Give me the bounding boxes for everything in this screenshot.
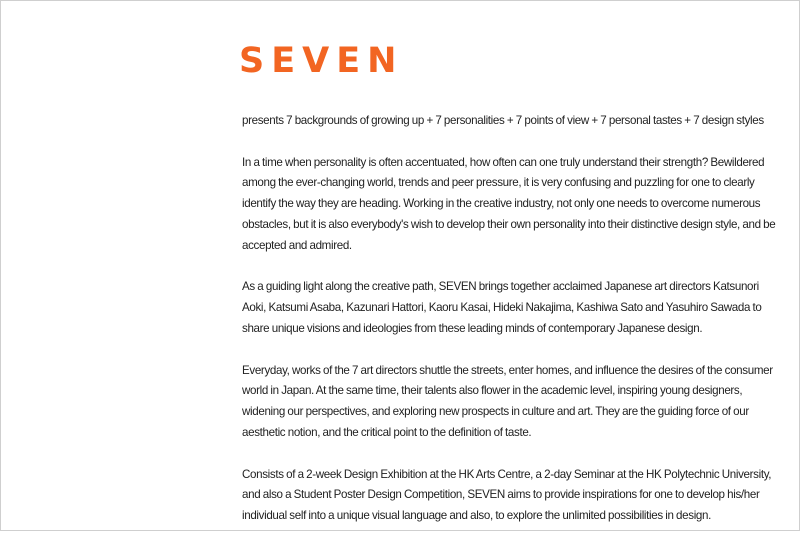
paragraph-art-directors: As a guiding light along the creative path, SEVEN brings together acclaimed Japanese art directors Katsunori Aoki, Katsumi Asaba, Kazunari Hattori, Kaoru Kasai, Hideki Nakajima, Kashiwa Sato and Yasuhiro Sawada to share unique visions and ideologies from these leading minds of contemporary Japanese design. xyxy=(242,280,762,335)
paragraph-personality: In a time when personality is often accentuated, how often can one truly understand their strength? Bewildered among the ever-changing world, trends and peer pressure, it is very confusing and puzzling for one to clearly identify the way they are heading. Working in the creative industry, not only one needs to overcome numerous obstacles, but it is also everybody's wish to develop their own personality into their distinctive design style, and be accepted and admired. xyxy=(242,155,776,252)
intro-content xyxy=(242,111,777,548)
tagline: presents 7 backgrounds of growing up + 7 personalities + 7 points of view + 7 personal tastes + 7 design styles xyxy=(242,114,764,127)
seven-logo: SEVEN xyxy=(239,41,404,81)
paragraph-influence: Everyday, works of the 7 art directors shuttle the streets, enter homes, and influence the desires of the consumer world in Japan. At the same time, their talents also flower in the academic level, inspiring young designers, widening our perspectives, and exploring new prospects in culture and art. They are the guiding force of our aesthetic notion, and the critical point to the definition of taste. xyxy=(242,363,773,439)
paragraph-event-details: Consists of a 2-week Design Exhibition at the HK Arts Centre, a 2-day Seminar at the HK Polytechnic University, and also a Student Poster Design Competition, SEVEN aims to provide inspirations for one to develop his/her individual self into a unique visual language and also, to explore the unlimited possibilities in design. xyxy=(242,467,772,523)
